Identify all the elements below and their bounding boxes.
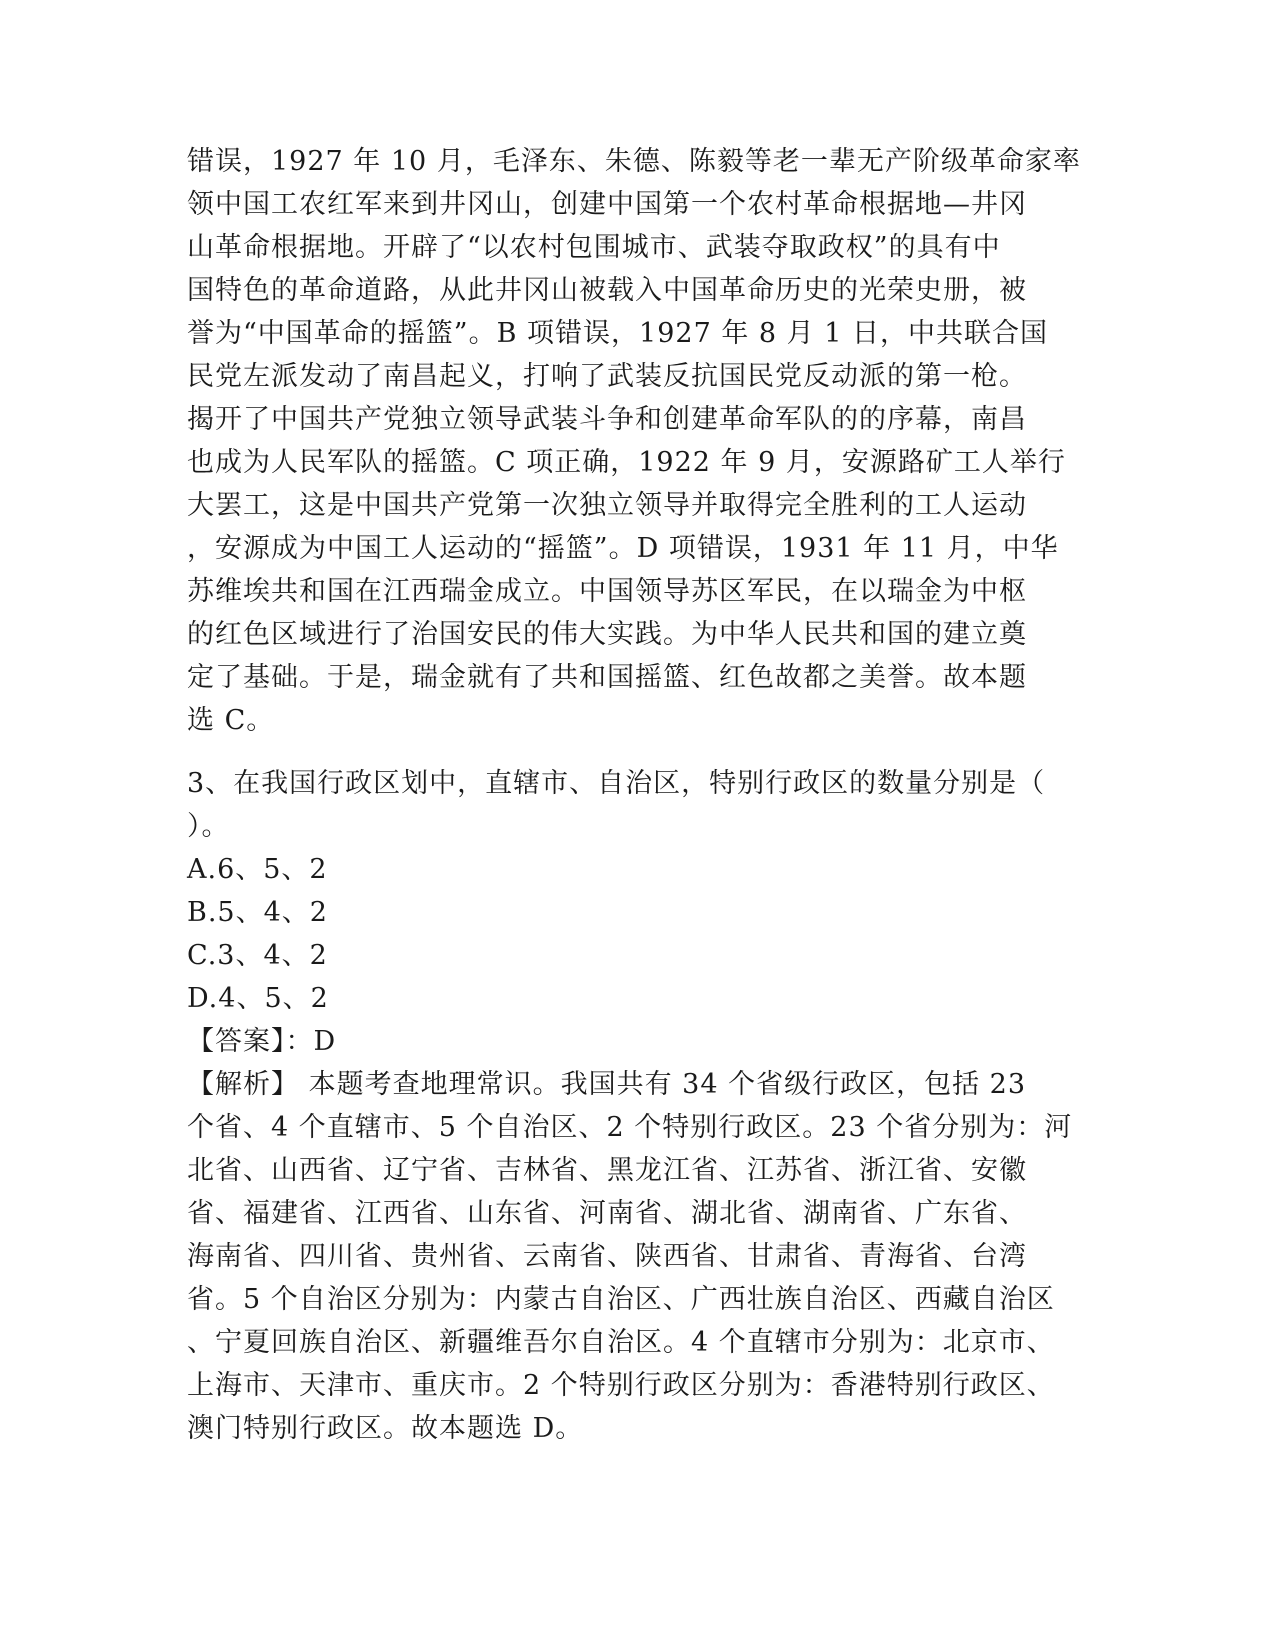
text-line: 国特色的革命道路，从此井冈山被载入中国革命历史的光荣史册，被 (187, 275, 1027, 306)
previous-explanation (187, 140, 1087, 742)
text-line: 苏维埃共和国在江西瑞金成立。中国领导苏区军民，在以瑞金为中枢 (187, 576, 1027, 607)
text-line: 揭开了中国共产党独立领导武装斗争和创建革命军队的的序幕，南昌 (187, 404, 1027, 435)
option-a: A.6、5、2 (187, 854, 328, 885)
text-line: 也成为人民军队的摇篮。C 项正确，1922 年 9 月，安源路矿工人举行 (187, 447, 1066, 478)
analysis-line: 上海市、天津市、重庆市。2 个特别行政区分别为：香港特别行政区、 (187, 1370, 1055, 1401)
document-page (187, 140, 1087, 1450)
analysis-line: 澳门特别行政区。故本题选 D。 (187, 1413, 584, 1444)
question-stem: ）。 (187, 811, 230, 842)
paragraph-gap (187, 742, 1087, 762)
option-b: B.5、4、2 (187, 897, 328, 928)
text-line: 错误，1927 年 10 月，毛泽东、朱德、陈毅等老一辈无产阶级革命家率 (187, 146, 1081, 177)
analysis-line: 个省、4 个直辖市、5 个自治区、2 个特别行政区。23 个省分别为：河 (187, 1112, 1073, 1143)
analysis-line: 【解析】 本题考查地理常识。我国共有 34 个省级行政区，包括 23 (187, 1069, 1027, 1100)
text-line: 大罢工，这是中国共产党第一次独立领导并取得完全胜利的工人运动 (187, 490, 1027, 521)
option-c: C.3、4、2 (187, 940, 328, 971)
question-stem: 3、在我国行政区划中，直辖市、自治区，特别行政区的数量分别是（ (187, 768, 1046, 799)
analysis (187, 1063, 1087, 1450)
question-3 (187, 762, 1087, 1450)
analysis-line: 省。5 个自治区分别为：内蒙古自治区、广西壮族自治区、西藏自治区 (187, 1284, 1055, 1315)
answer-line: 【答案】：D (187, 1026, 337, 1057)
text-line: 誉为“中国革命的摇篮”。B 项错误，1927 年 8 月 1 日，中共联合国 (187, 318, 1049, 349)
text-line: 选 C。 (187, 705, 275, 736)
text-line: 民党左派发动了南昌起义，打响了武装反抗国民党反动派的第一枪。 (187, 361, 1027, 392)
text-line: 山革命根据地。开辟了“以农村包围城市、武装夺取政权”的具有中 (187, 232, 1001, 263)
text-line: ，安源成为中国工人运动的“摇篮”。D 项错误，1931 年 11 月，中华 (187, 533, 1059, 564)
option-d: D.4、5、2 (187, 983, 329, 1014)
text-line: 领中国工农红军来到井冈山，创建中国第一个农村革命根据地—井冈 (187, 189, 1027, 220)
analysis-line: 海南省、四川省、贵州省、云南省、陕西省、甘肃省、青海省、台湾 (187, 1241, 1027, 1272)
analysis-line: 、宁夏回族自治区、新疆维吾尔自治区。4 个直辖市分别为：北京市、 (187, 1327, 1055, 1358)
analysis-line: 省、福建省、江西省、山东省、河南省、湖北省、湖南省、广东省、 (187, 1198, 1027, 1229)
text-line: 的红色区域进行了治国安民的伟大实践。为中华人民共和国的建立奠 (187, 619, 1027, 650)
text-line: 定了基础。于是，瑞金就有了共和国摇篮、红色故都之美誉。故本题 (187, 662, 1027, 693)
analysis-line: 北省、山西省、辽宁省、吉林省、黑龙江省、江苏省、浙江省、安徽 (187, 1155, 1027, 1186)
